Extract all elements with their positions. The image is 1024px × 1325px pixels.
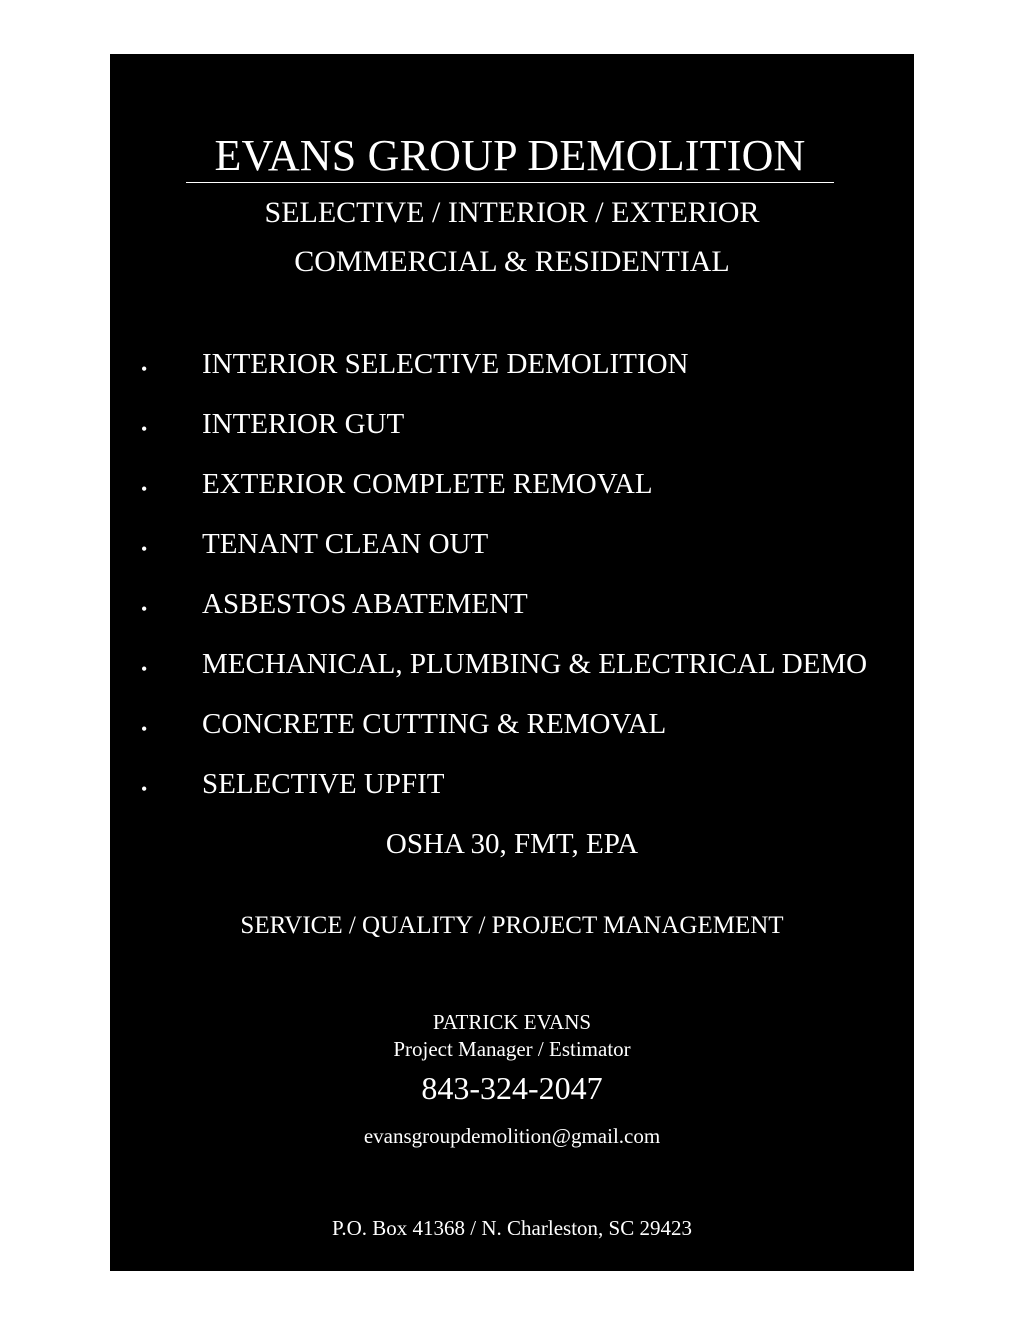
list-item xyxy=(110,706,914,766)
bullet-icon: • xyxy=(141,479,148,499)
list-item xyxy=(110,406,914,466)
email-address[interactable]: evansgroupdemolition@gmail.com xyxy=(363,1124,661,1148)
contact-role: Project Manager / Estimator xyxy=(393,1037,631,1061)
mailing-address: P.O. Box 41368 / N. Charleston, SC 29423 xyxy=(332,1216,692,1240)
list-item xyxy=(110,766,914,826)
service-label: INTERIOR SELECTIVE DEMOLITION xyxy=(202,348,689,380)
phone-number[interactable]: 843-324-2047 xyxy=(421,1070,603,1106)
service-label: TENANT CLEAN OUT xyxy=(202,528,489,560)
certifications: OSHA 30, FMT, EPA xyxy=(385,828,639,860)
service-label: CONCRETE CUTTING & REMOVAL xyxy=(202,708,667,740)
list-item xyxy=(110,646,914,706)
subtitle-scope: SELECTIVE / INTERIOR / EXTERIOR xyxy=(264,196,760,229)
list-item xyxy=(110,586,914,646)
bullet-icon: • xyxy=(141,419,148,439)
bullet-icon: • xyxy=(141,779,148,799)
service-label: SELECTIVE UPFIT xyxy=(202,768,445,800)
company-values: SERVICE / QUALITY / PROJECT MANAGEMENT xyxy=(240,912,784,939)
flyer-panel xyxy=(110,54,914,1271)
bullet-icon: • xyxy=(141,599,148,619)
contact-name: PATRICK EVANS xyxy=(432,1010,592,1034)
service-label: INTERIOR GUT xyxy=(202,408,405,440)
company-title: EVANS GROUP DEMOLITION xyxy=(186,130,834,183)
bullet-icon: • xyxy=(141,359,148,379)
subtitle-market: COMMERCIAL & RESIDENTIAL xyxy=(294,245,730,278)
bullet-icon: • xyxy=(141,659,148,679)
services-list xyxy=(110,346,914,826)
bullet-icon: • xyxy=(141,539,148,559)
list-item xyxy=(110,346,914,406)
list-item xyxy=(110,526,914,586)
service-label: EXTERIOR COMPLETE REMOVAL xyxy=(202,468,653,500)
list-item xyxy=(110,466,914,526)
bullet-icon: • xyxy=(141,719,148,739)
service-label: ASBESTOS ABATEMENT xyxy=(202,588,528,620)
service-label: MECHANICAL, PLUMBING & ELECTRICAL DEMO xyxy=(202,648,868,680)
